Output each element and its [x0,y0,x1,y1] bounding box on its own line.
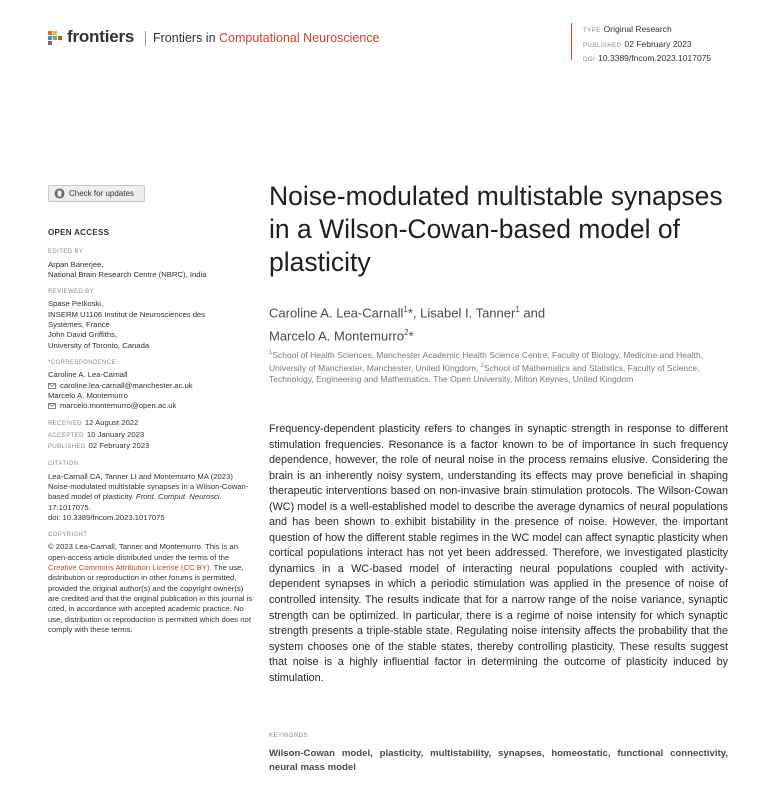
citation-volume: 17:1017075. [48,502,91,512]
meta-accent-line [571,23,572,60]
mail-icon [48,403,56,409]
correspondence-label: *CORRESPONDENCE [48,359,117,366]
citation-journal: Front. Comput. Neurosci. [135,492,222,502]
published-label: PUBLISHED [583,42,622,49]
edited-by-label: EDITED BY [48,249,84,256]
affiliation-mark: 1 [403,305,408,314]
journal-prefix: Frontiers in [153,31,216,45]
copyright-label: COPYRIGHT [48,532,88,539]
reviewer-line: Systèmes, France [48,320,110,330]
article-info-sidebar [48,228,253,642]
dates-section [48,418,253,452]
citation-section [48,459,253,523]
published-date: 02 February 2023 [88,441,150,451]
citation-text [48,472,253,513]
doi-label: DOI [583,57,596,64]
open-access-label: OPEN ACCESS [48,228,110,237]
article-meta [583,23,711,67]
type-label: TYPE [583,28,601,34]
correspondence-section [48,358,253,411]
affiliations [269,348,729,385]
author-conjunction: and [523,305,546,321]
affiliation-mark: 1 [515,305,520,314]
affiliation-text: School of Mathematics and Statistics, Faculty of Science, Technology, Engineering and Mathematics, The Open University, Milton Keynes, United Kingdom [269,362,700,385]
reviewer-line: Spase Petkoski, [48,299,104,309]
accepted-label: ACCEPTED [48,432,84,439]
affiliation-mark: 2 [404,328,409,338]
author-list [269,300,729,347]
editor-line: National Brain Research Centre (NBRC), India [48,269,207,279]
published-label: PUBLISHED [48,444,86,451]
accepted-date: 10 January 2023 [86,429,145,439]
published-date: 02 February 2023 [624,38,692,49]
affiliation-text: School of Health Sciences, Manchester Academic Health Science Centre, Faculty of Biology, Medicine and Health, University of Manchester, Manchester, United Kingdom, [269,349,704,373]
corresponding-mark: * [408,328,414,344]
affiliation-number: 2 [480,363,485,370]
correspondent-name: Caroline A. Lea-Carnall [48,370,128,380]
citation-label: CITATION [48,461,79,468]
correspondent-name: Marcelo A. Montemurro [48,390,128,400]
copyright-pre: © 2023 Lea-Carnall, Tanner and Montemurro. This is an open-access article distributed under the terms of the [48,542,238,562]
article-type: Original Research [603,24,672,34]
refresh-icon [54,188,65,199]
brand-name[interactable]: frontiers [67,27,135,46]
check-for-updates-button[interactable] [48,185,145,202]
correspondent-email-link[interactable]: caroline.lea-carnall@manchester.ac.uk [60,380,193,390]
copyright-section [48,530,253,635]
frontiers-logo-icon [47,29,65,47]
edited-by-section [48,247,253,280]
abstract-text: Frequency-dependent plasticity refers to changes in synaptic strength in response to different stimulation frequencies. Resonance is a factor known to be of importance in such frequency dependence, however, the role of neural noise in the process remains elusive. Considering the brain is an inherently noisy system, understanding its effects may prove beneficial in shaping therapeutic interventions based on non-invasive brain stimulation protocols. The Wilson-Cowan (WC) model is a well-established model to describe the average dynamics of neural populations and has been shown to exhibit bistability in the presence of noise. However, the important question of how the different stable regimes in the WC model can affect synaptic plasticity when cortical populations interact has not yet been addressed. Therefore, we investigated plasticity dynamics in a WC-based model of interacting neural populations coupled with activity-dependent synapses in which a periodic stimulation was applied in the presence of noise of controlled intensity. The results indicate that for a narrow range of the noise variance, synaptic strength can be optimized. In particular, there is a regime of noise intensity for which synaptic strength presents a triple-stable state. Regulating noise intensity affects the probability that the system chooses one of the stable states, thereby controlling plasticity. These results suggest that noise is a highly influential factor in determining the outcome of plasticity induced by stimulation. [269,423,728,684]
header-divider [145,31,146,46]
doi-link[interactable]: 10.3389/fncom.2023.1017075 [598,53,712,64]
journal-name[interactable] [153,31,380,45]
article-title: Noise-modulated multistable synapses in a Wilson-Cowan-based model of plasticity [269,181,723,277]
citation-body: Lea-Carnall CA, Tanner LI and Montemurro MA (2023) Noise-modulated multistable synapses in a Wilson-Cowan-based model of plasticity. [48,471,249,502]
correspondent-email-row [48,381,253,391]
keywords-label: KEYWORDS [269,733,309,739]
reviewer-line: INSERM U1106 Institut de Neurosciences des [48,309,206,319]
cc-license-link[interactable]: Creative Commons Attribution License (CC BY). [48,563,212,573]
received-date: 12 August 2022 [84,418,139,428]
corresponding-mark: *, [407,305,417,321]
reviewer-line: John David Griffiths, [48,330,118,340]
journal-title: Computational Neuroscience [219,31,380,45]
correspondent-email-link[interactable]: marcelo.montemurro@open.ac.uk [60,401,177,411]
reviewed-by-section [48,287,253,351]
editor-line: Arpan Banerjee, [48,259,104,269]
correspondent-email-row [48,401,253,411]
author-name[interactable]: Lisabel I. Tanner [420,305,516,321]
reviewer-line: University of Toronto, Canada [48,340,150,350]
mail-icon [48,383,56,389]
copyright-text [48,542,253,635]
citation-doi[interactable]: doi: 10.3389/fncom.2023.1017075 [48,512,165,522]
author-name[interactable]: Caroline A. Lea-Carnall [269,305,404,321]
copyright-post: The use, distribution or reproduction in other forums is permitted, provided the original author(s) and the copyright owner(s) are credited and that the original publication in this journal is cited, in accordance with accepted academic practice. No use, distribution or reproduction is permitted which does not comply with these terms. [48,563,253,634]
reviewed-by-label: REVIEWED BY [48,289,95,296]
author-name[interactable]: Marcelo A. Montemurro [269,328,405,344]
affiliation-number: 1 [269,350,273,356]
keywords-list: Wilson-Cowan model, plasticity, multistability, synapses, homeostatic, functional connectivity, neural mass model [269,748,728,773]
received-label: RECEIVED [48,421,82,428]
check-for-updates-label: Check for updates [69,189,134,198]
